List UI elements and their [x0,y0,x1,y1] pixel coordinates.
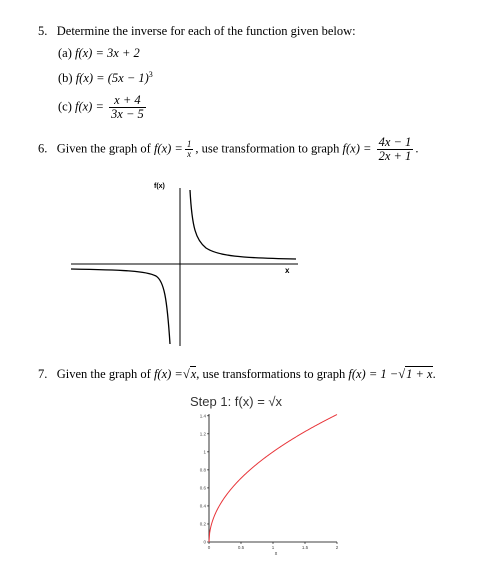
chart-title: Step 1: f(x) = √x [190,394,283,409]
q5-part-b [58,70,153,86]
q7-text2: , use transformations to graph [196,367,346,381]
q5-c-fraction [109,94,146,121]
q7-g-radicand: 1 + x [406,367,433,381]
q5-b-base: (5x − 1) [107,71,149,86]
x-tick-label: 1.5 [301,545,309,550]
q6-line [38,136,418,163]
graph1-left-branch [71,269,170,344]
q5-b-lhs: f(x) = [75,71,105,86]
x-tick-label: 2 [335,545,339,550]
q6-text2: , use transformation to graph [195,141,340,156]
q6-text1: Given the graph of [56,141,151,156]
q6-end: . [415,141,419,156]
q5-part-c [58,94,148,121]
y-tick-label: 0.6 [199,485,206,491]
y-tick-label: 0 [203,539,206,545]
q5-c-denominator: 3x − 5 [111,107,144,121]
q7-g-expr: f(x) = 1 − [348,367,399,381]
q5-c-numerator: x + 4 [109,94,146,108]
q6-f-fraction [185,140,194,159]
reciprocal-graph [66,178,306,348]
q7-end: . [432,367,436,381]
graph1-ylabel: f(x) [154,183,165,190]
q6-f-lhs: f(x) = [153,141,183,156]
y-tick-label: 0.2 [199,521,206,527]
q5-a-expr: f(x) = 3x + 2 [75,46,140,60]
q6-number: 6. [38,141,48,156]
q6-g-fraction [377,136,414,163]
graph1-right-branch [190,190,296,259]
q6-f-denominator: x [187,149,192,159]
q7-f-expr: f(x) = [153,367,183,381]
q5-a-label: (a) [58,46,72,60]
chart-xlabel: x [274,551,278,557]
q6-g-numerator: 4x − 1 [378,135,412,149]
graph1-xlabel: x [285,266,290,275]
x-tick-label: 1 [271,545,275,550]
x-tick-label: 0.5 [237,545,245,550]
q6-g-denominator: 2x + 1 [378,149,412,163]
q5-prompt: Determine the inverse for each of the function given below: [56,24,356,38]
q5-number: 5. [38,24,48,38]
q7-number: 7. [38,367,48,381]
y-tick-label: 1 [203,449,206,455]
y-tick-label: 0.4 [199,503,206,509]
x-tick-label: 0 [207,545,211,550]
y-tick-label: 1.4 [199,413,206,419]
q5-b-exponent: 3 [148,70,153,79]
y-tick-label: 0.8 [199,467,206,473]
q7-text1: Given the graph of [56,367,151,381]
q5-prompt-line [38,24,356,39]
series-line-sqrt [209,415,337,542]
sqrt-chart [180,392,360,562]
q5-c-lhs: f(x) = [75,99,104,114]
q5-b-label: (b) [58,71,73,86]
q5-part-a [58,46,140,61]
y-tick-label: 1.2 [199,431,206,437]
q5-c-label: (c) [58,99,72,114]
q6-g-lhs: f(x) = [342,141,372,156]
q7-f-radicand: x [190,367,197,381]
q6-f-numerator: 1 [186,139,192,149]
q7-line: 7. Given the graph of f(x) =√x, use transformations to graph f(x) = 1 −√1 + x. [38,367,436,381]
